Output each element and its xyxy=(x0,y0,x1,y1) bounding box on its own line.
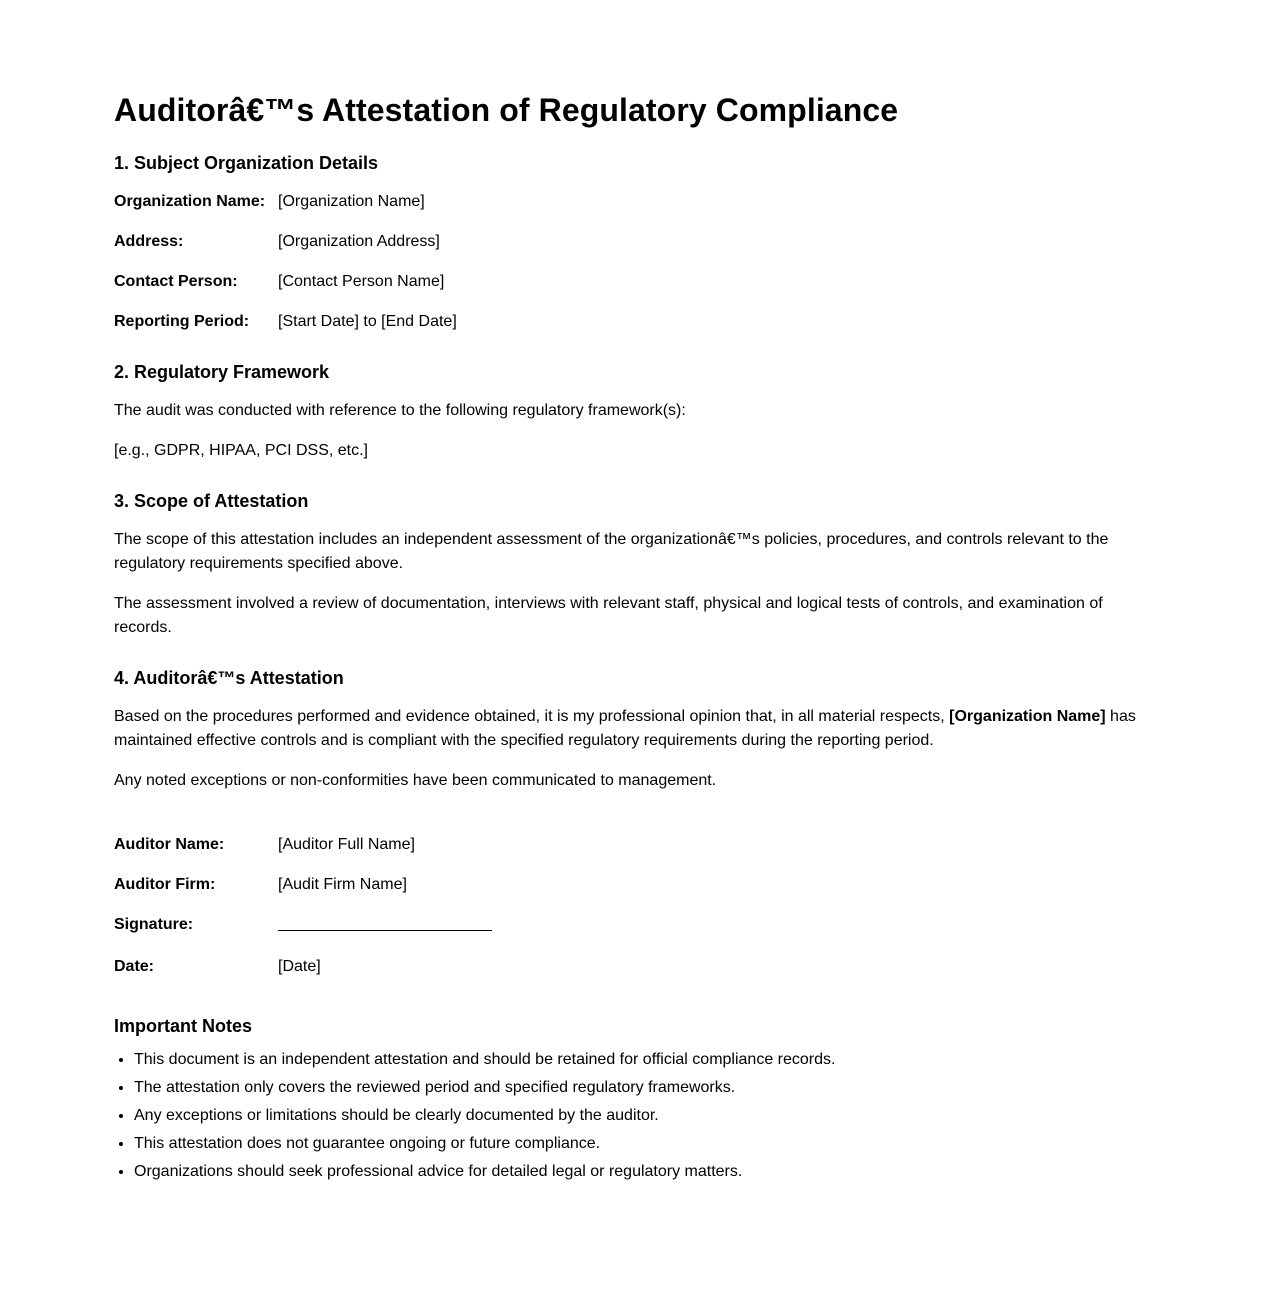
field-label: Auditor Name: xyxy=(114,836,225,853)
field-auditor-name xyxy=(114,833,1144,857)
field-date xyxy=(114,955,1144,979)
field-value: [Organization Address] xyxy=(278,233,440,250)
list-item: • The attestation only covers the reviewed period and specified regulatory frameworks. xyxy=(134,1074,1144,1102)
list-item: • This attestation does not guarantee ongoing or future compliance. xyxy=(134,1130,1144,1158)
notes-list xyxy=(114,1046,1144,1186)
field-label: Date: xyxy=(114,958,155,975)
list-item: • This document is an independent attestation and should be retained for official compliance records. xyxy=(134,1046,1144,1074)
field-value: [Start Date] to [End Date] xyxy=(278,313,457,330)
attestation-opinion xyxy=(114,705,1144,753)
opinion-text-start: Based on the procedures performed and evidence obtained, it is my professional opinion that, in all material respects, xyxy=(114,708,950,725)
signoff-block xyxy=(114,833,1144,979)
signature-line xyxy=(278,913,492,939)
field-label: Signature: xyxy=(114,916,194,933)
field-label: Auditor Firm: xyxy=(114,876,216,893)
section-heading-regulatory-framework: 2. Regulatory Framework xyxy=(114,362,330,382)
signature-underline xyxy=(278,913,492,931)
field-signature xyxy=(114,913,1144,939)
list-item: • Any exceptions or limitations should be clearly documented by the auditor. xyxy=(134,1102,1144,1130)
section-heading-attestation: 4. Auditorâ€™s Attestation xyxy=(114,668,344,688)
section-heading-important-notes: Important Notes xyxy=(114,1016,253,1036)
framework-intro: The audit was conducted with reference to the following regulatory framework(s): xyxy=(114,402,686,419)
field-auditor-firm xyxy=(114,873,1144,897)
field-reporting-period xyxy=(114,310,1144,334)
framework-list: [e.g., GDPR, HIPAA, PCI DSS, etc.] xyxy=(114,442,368,459)
field-label: Organization Name: xyxy=(114,193,266,210)
document-title: Auditorâ€™s Attestation of Regulatory Compliance xyxy=(114,92,899,128)
opinion-text-end: has maintained effective controls and is compliant with the specified regulatory requirements during the reporting period. xyxy=(114,708,1136,749)
field-value: [Audit Firm Name] xyxy=(278,876,407,893)
field-label: Address: xyxy=(114,233,184,250)
field-value: [Date] xyxy=(278,958,321,975)
scope-paragraph-1: The scope of this attestation includes an independent assessment of the organizationâ€™s policies, procedures, and controls relevant to the regulatory requirements specified above. xyxy=(114,531,1109,572)
section-heading-organization-details: 1. Subject Organization Details xyxy=(114,153,379,173)
list-item: • Organizations should seek professional advice for detailed legal or regulatory matters. xyxy=(134,1158,1144,1186)
field-value: [Contact Person Name] xyxy=(278,273,445,290)
scope-paragraph-2: The assessment involved a review of documentation, interviews with relevant staff, physical and logical tests of controls, and examination of records. xyxy=(114,595,1103,636)
field-organization-name xyxy=(114,190,1144,214)
organization-details-fields xyxy=(114,190,1144,334)
attestation-exceptions: Any noted exceptions or non-conformities have been communicated to management. xyxy=(114,772,717,789)
opinion-organization-name: [Organization Name] xyxy=(949,708,1106,725)
field-value: [Organization Name] xyxy=(278,193,425,210)
field-address xyxy=(114,230,1144,254)
field-contact-person xyxy=(114,270,1144,294)
field-label: Contact Person: xyxy=(114,273,238,290)
field-value: [Auditor Full Name] xyxy=(278,836,415,853)
field-label: Reporting Period: xyxy=(114,313,250,330)
section-heading-scope: 3. Scope of Attestation xyxy=(114,491,309,511)
